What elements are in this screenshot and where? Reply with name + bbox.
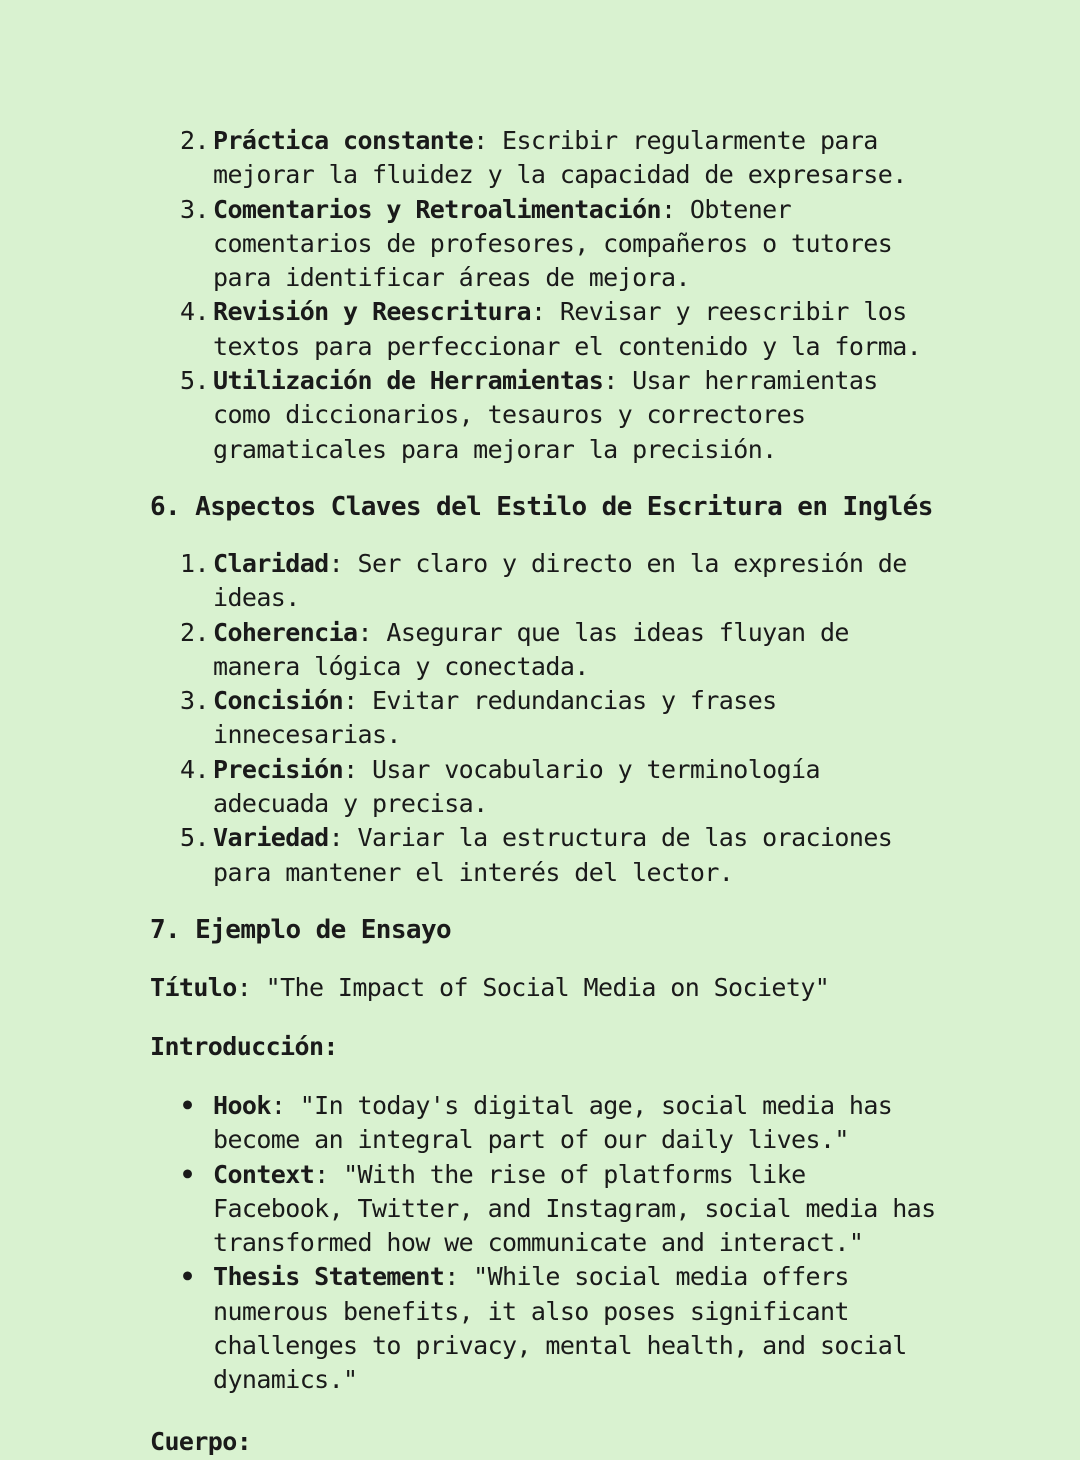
item-number: 5. xyxy=(180,823,209,853)
list-item xyxy=(150,364,940,467)
item-number: 4. xyxy=(180,754,209,784)
item-text: : Evitar redundancias y frases innecesarias. xyxy=(213,686,777,750)
list-item xyxy=(150,684,940,753)
item-number: 3. xyxy=(180,686,209,716)
item-number: 2. xyxy=(180,126,209,155)
list-item xyxy=(150,1089,940,1158)
item-text: : "While social media offers numerous benefits, it also poses significant challenges to privacy, mental health, and social dynamics." xyxy=(213,1262,907,1395)
bullet-icon: • xyxy=(180,1090,195,1120)
item-number: 3. xyxy=(180,194,209,224)
list-item xyxy=(150,124,940,193)
list-item xyxy=(150,295,940,364)
item-text: : Revisar y reescribir los textos para perfeccionar el contenido y la forma. xyxy=(213,297,922,361)
list-item xyxy=(150,1158,940,1261)
item-term: Precisión xyxy=(213,754,344,784)
item-term: Coherencia xyxy=(213,617,358,647)
title-label: Título xyxy=(150,972,237,1002)
item-term: Variedad xyxy=(213,823,329,853)
title-text: : "The Impact of Social Media on Society" xyxy=(236,972,830,1002)
item-number: 1. xyxy=(180,548,209,578)
essay-title-line xyxy=(150,970,940,1006)
list-item xyxy=(150,821,940,890)
section-7-heading: 7. Ejemplo de Ensayo xyxy=(150,914,452,945)
item-text: : Obtener comentarios de profesores, compañeros o tutores para identificar áreas de mejora. xyxy=(213,194,893,293)
item-text: : Ser claro y directo en la expresión de ideas. xyxy=(213,548,907,613)
item-term: Context xyxy=(213,1159,315,1189)
item-term: Hook xyxy=(213,1090,271,1120)
list-item xyxy=(150,616,940,685)
item-text: : Variar la estructura de las oraciones para mantener el interés del lector. xyxy=(213,823,893,887)
item-term: Utilización de Herramientas xyxy=(213,366,604,396)
item-text: : "In today's digital age, social media has become an integral part of our daily lives." xyxy=(213,1090,893,1155)
bullet-icon: • xyxy=(180,1159,195,1189)
intro-list xyxy=(150,1089,940,1398)
style-aspects-list xyxy=(150,547,940,890)
bullet-icon: • xyxy=(180,1262,195,1292)
item-number: 2. xyxy=(180,617,209,647)
item-term: Concisión xyxy=(213,686,344,716)
item-term: Práctica constante xyxy=(213,126,474,155)
item-term: Revisión y Reescritura xyxy=(213,297,531,327)
list-item xyxy=(150,1260,940,1397)
item-text: : Usar vocabulario y terminología adecuada y precisa. xyxy=(213,754,820,819)
item-term: Comentarios y Retroalimentación xyxy=(213,194,661,224)
list-item xyxy=(150,753,940,822)
intro-label: Introducción: xyxy=(150,1031,338,1061)
item-term: Claridad xyxy=(213,548,329,578)
item-number: 4. xyxy=(180,297,209,327)
item-text: : Usar herramientas como diccionarios, tesauros y correctores gramaticales para mejorar la precisión. xyxy=(213,366,878,464)
methods-list xyxy=(150,124,940,467)
body-label: Cuerpo: xyxy=(150,1426,252,1456)
item-text: : Escribir regularmente para mejorar la fluidez y la capacidad de expresarse. xyxy=(213,126,907,190)
section-6-heading: 6. Aspectos Claves del Estilo de Escritura en Inglés xyxy=(150,491,933,522)
list-item xyxy=(150,193,940,296)
item-number: 5. xyxy=(180,366,209,396)
item-term: Thesis Statement xyxy=(213,1262,445,1292)
item-text: : "With the rise of platforms like Facebook, Twitter, and Instagram, social media has transformed how we communicate and interact." xyxy=(213,1159,936,1258)
item-text: : Asegurar que las ideas fluyan de manera lógica y conectada. xyxy=(213,617,849,681)
list-item xyxy=(150,547,940,616)
